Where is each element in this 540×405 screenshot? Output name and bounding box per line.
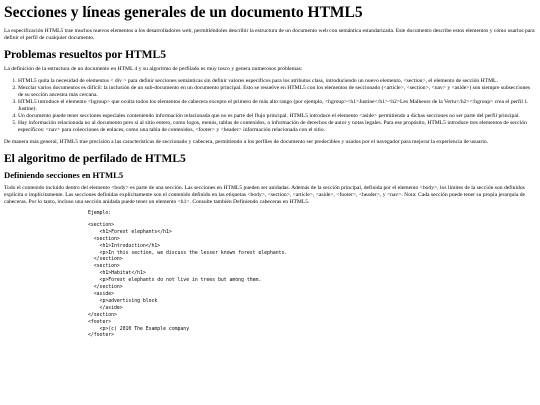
code-example: <section> <h1>Forest elephants</h1> <section> <h1>Introduction</h1> <p>In this section, we discuss the lesser known forest elephants. </section> <section> <h1>Habitat</h1> <p>Forest elephants do not live in trees but among them. </section> <aside> <p>advertising block </aside> </section> <footer> <p>(c) 2010 The Example company </footer> bbox=[88, 222, 288, 339]
section-heading-algorithm: El algoritmo de perfilado de HTML5 bbox=[4, 153, 186, 165]
problems-list bbox=[4, 78, 536, 134]
problems-conclusion-paragraph: De manera más general, HTML5 trae precisión a las características de seccionado y cabecera, permitiendo a los perfiles de documento ser predecibles y usados por el navegador para mejorar la experiencia de usuario. bbox=[4, 139, 489, 145]
list-item: 4. Un documento puede tener secciones especiales conteniendo información relacionada que no es parte del flujo principal. HTML5 introduce el elemento <aside> permitiendo a dichas secciones no ser parte del perfil principal. bbox=[18, 113, 536, 120]
list-item: 2. Mezclar varios documentos es difícil: la inclusión de un sub-documento en un documento principal. Esto se resuelve en HTML5 con los elementos de seccionado (<article>, <section>, <nav> y <aside>) son siempre subsecciones de su sección ancestra más cercana. bbox=[18, 85, 536, 99]
list-item: 1. HTML5 quita la necesidad de elementos < div > para definir secciones semánticas sin definir valores específicos para los atributos class, introduciendo un nuevo elemento, <section>, el elemento de sección HTML. bbox=[18, 78, 536, 85]
intro-paragraph: La especificación HTML5 trae muchos nuevos elementos a los desarrolladores web, permitiéndoles describir la estructura de un documento web con semántica estandarizada. Este documento describe estos elementos y cómo usarlos para definir el perfil de cualquier documento. bbox=[4, 28, 535, 41]
list-item: 5. Hay información relacionada no al documento pero sí al sitio entero, como logos, menús, tablas de contenidos, o información de derechos de autor y notas legales. Para ese propósito, HTML5 introduce tres elementos de sección específicos: <nav> para colecciones de enlaces, como una tabla de contenidos, <footer> y <header> información relacionada con el sitio. bbox=[18, 120, 536, 134]
problems-lead-paragraph: La definición de la estructura de un documento en HTML 4 y su algoritmo de perfilado es muy tosco y genera numerosos problemas: bbox=[4, 66, 303, 72]
list-item: 3. HTML5 introduce el elemento <hgroup> que oculta todos los elementos de cabecera excepto el primero de más alto rango (por ejemplo, <hgroup><h1>Justine</h1><h2>Les Malheurs de la Vertu</h2></hgroup> crea el perfil 1. Justine). bbox=[18, 99, 536, 113]
section-heading-problems: Problemas resueltos por HTML5 bbox=[4, 49, 166, 61]
page-title: Secciones y líneas generales de un documento HTML5 bbox=[4, 4, 363, 21]
example-label: Ejemplo: bbox=[88, 211, 112, 216]
defining-sections-paragraph: Todo el contenido incluido dentro del elemento <body> es parte de una sección. Las secciones en HTML5 pueden ser anidadas. Además de la sección principal, definida por el elemento <body>, los límites de la sección son definidos explícita o implícitamente. Las secciones definidas explícitamente son el contenido definido en las etiquetas <body>, <section>, <article>, <aside>, <footer>, <header>, y <nav>. Nota: Cada sección puede tener su propia jerarquía de cabeceras. Por lo tanto, incluso una sección anidada puede tener un elemento <h1>. Consulte también Definiendo cabeceras en HTML5. bbox=[4, 185, 526, 205]
subsection-heading-defining-sections: Definiendo secciones en HTML5 bbox=[4, 170, 124, 180]
